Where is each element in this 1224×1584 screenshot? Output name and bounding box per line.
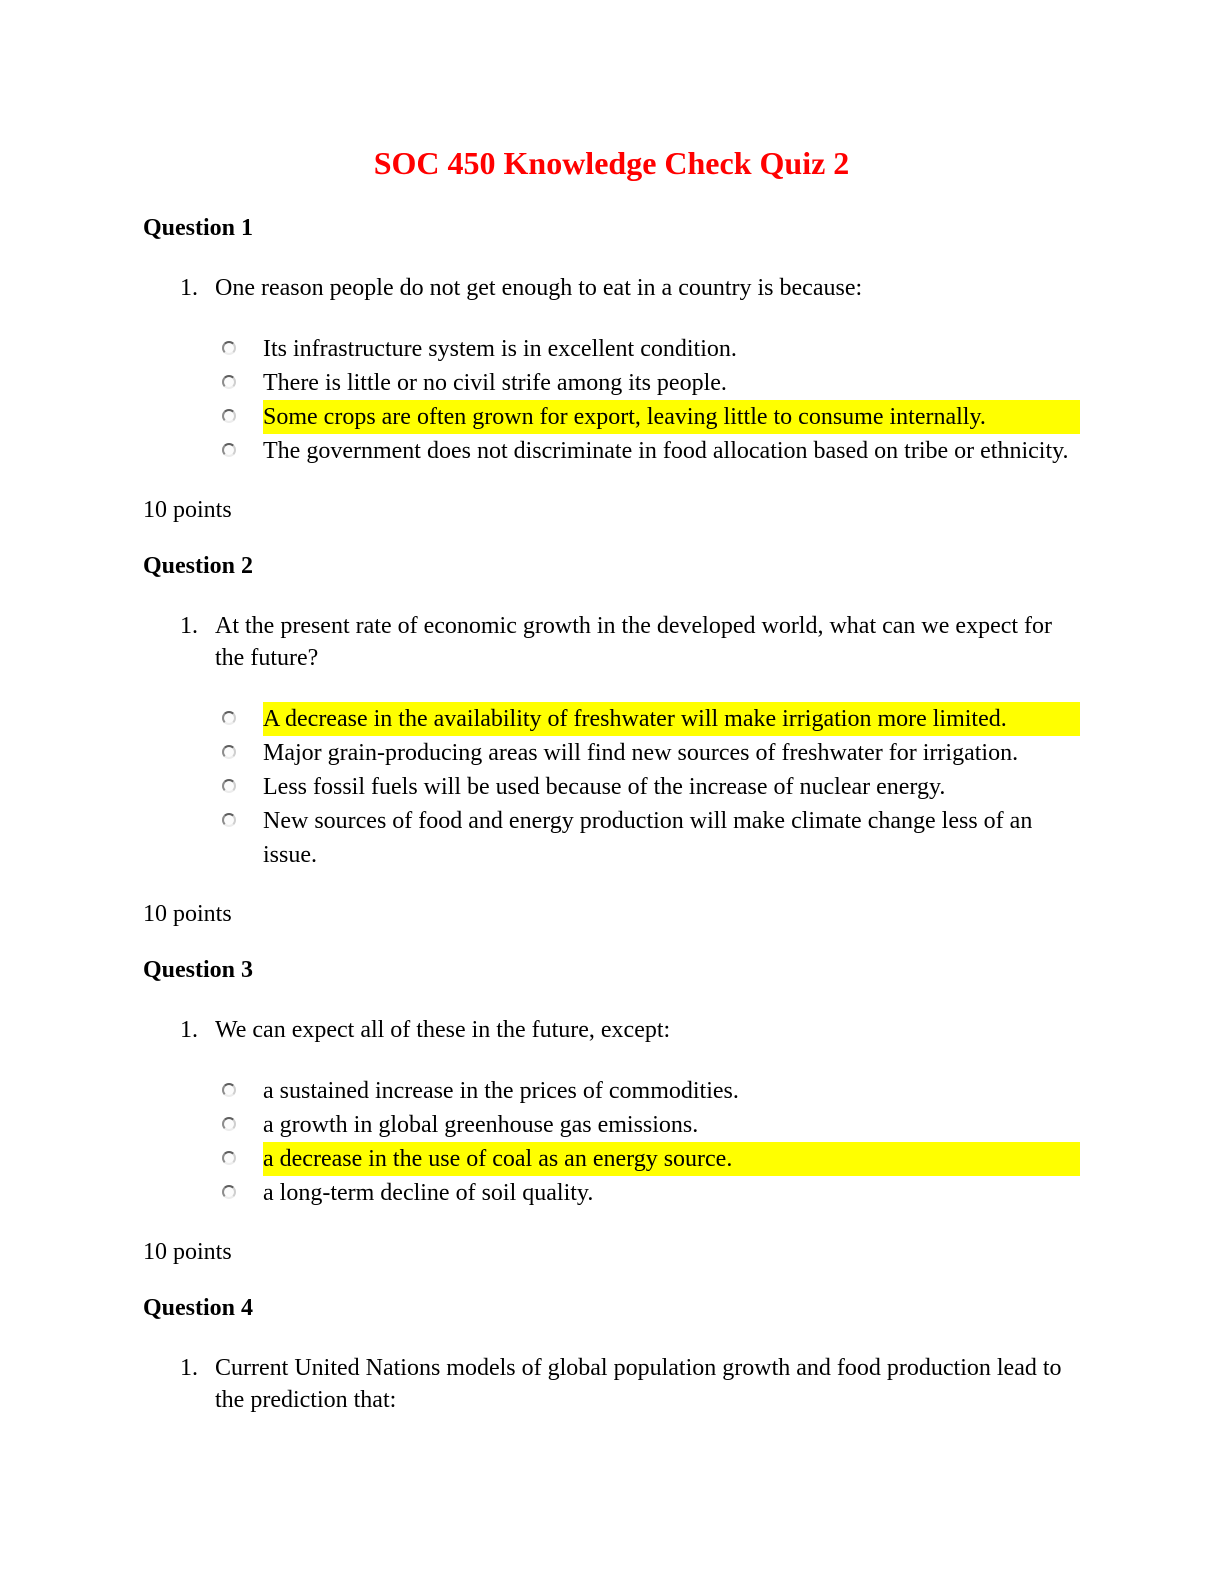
question-3-option-3	[222, 1142, 1080, 1176]
radio-q2-opt1[interactable]	[222, 711, 236, 725]
question-3-options	[143, 1074, 1080, 1210]
question-1-heading: Question 1	[143, 215, 254, 241]
radio-q1-opt4[interactable]	[222, 443, 236, 457]
question-3-option-1	[222, 1074, 1080, 1108]
question-2-options	[143, 702, 1080, 872]
question-1-points-label: 10 points	[143, 497, 232, 523]
radio-q1-opt2[interactable]	[222, 375, 236, 389]
question-2-option-3	[222, 770, 1080, 804]
radio-q3-opt1[interactable]	[222, 1083, 236, 1097]
question-3-heading: Question 3	[143, 957, 254, 983]
question-1-option-4	[222, 434, 1080, 468]
question-1-option-3	[222, 400, 1080, 434]
question-2-option-2	[222, 736, 1080, 770]
question-4-prompt	[143, 1352, 1080, 1416]
radio-q1-opt3[interactable]	[222, 409, 236, 423]
question-2-prompt	[143, 610, 1080, 674]
question-2-option-3-label: Less fossil fuels will be used because of the increase of nuclear energy.	[263, 774, 946, 800]
question-2-list-number: 1.	[180, 613, 198, 639]
question-4-section	[143, 1294, 1080, 1416]
question-2-section	[143, 552, 1080, 930]
question-4-list-number: 1.	[180, 1355, 198, 1381]
question-3-points-label: 10 points	[143, 1239, 232, 1265]
radio-q3-opt4[interactable]	[222, 1185, 236, 1199]
question-2-heading: Question 2	[143, 553, 254, 579]
question-3-option-3-label: a decrease in the use of coal as an energy source.	[263, 1142, 1080, 1176]
question-3-prompt-text: We can expect all of these in the future, except:	[215, 1017, 671, 1043]
question-2-option-1-label: A decrease in the availability of freshwater will make irrigation more limited.	[263, 702, 1080, 736]
question-3-list-number: 1.	[180, 1017, 198, 1043]
question-3-option-4	[222, 1176, 1080, 1210]
question-4-prompt-text: Current United Nations models of global population growth and food production lead to the prediction that:	[215, 1355, 1062, 1413]
question-2-option-4	[222, 804, 1080, 872]
question-2-option-4-label: New sources of food and energy production will make climate change less of an issue.	[263, 808, 1033, 868]
question-1-prompt-text: One reason people do not get enough to eat in a country is because:	[215, 275, 863, 301]
question-1-option-1-label: Its infrastructure system is in excellent condition.	[263, 336, 737, 362]
question-1-option-1	[222, 332, 1080, 366]
question-3-section	[143, 956, 1080, 1268]
question-3-option-2	[222, 1108, 1080, 1142]
question-1-option-2-label: There is little or no civil strife among its people.	[263, 370, 727, 396]
question-1-option-3-label: Some crops are often grown for export, leaving little to consume internally.	[263, 400, 1080, 434]
radio-q1-opt1[interactable]	[222, 341, 236, 355]
radio-q2-opt3[interactable]	[222, 779, 236, 793]
question-1-options	[143, 332, 1080, 468]
radio-q3-opt2[interactable]	[222, 1117, 236, 1131]
question-1-list-number: 1.	[180, 275, 198, 301]
question-2-prompt-text: At the present rate of economic growth in the developed world, what can we expect for the future?	[215, 613, 1053, 671]
radio-q2-opt2[interactable]	[222, 745, 236, 759]
radio-q3-opt3[interactable]	[222, 1151, 236, 1165]
question-1-option-4-label: The government does not discriminate in food allocation based on tribe or ethnicity.	[263, 438, 1069, 464]
question-1-section	[143, 214, 1080, 526]
question-3-option-4-label: a long-term decline of soil quality.	[263, 1180, 594, 1206]
question-2-option-1	[222, 702, 1080, 736]
page-title: SOC 450 Knowledge Check Quiz 2	[373, 145, 850, 181]
question-3-option-1-label: a sustained increase in the prices of commodities.	[263, 1078, 739, 1104]
question-2-points-label: 10 points	[143, 901, 232, 927]
question-3-option-2-label: a growth in global greenhouse gas emissions.	[263, 1112, 699, 1138]
radio-q2-opt4[interactable]	[222, 813, 236, 827]
question-3-prompt	[143, 1014, 1080, 1046]
question-1-option-2	[222, 366, 1080, 400]
question-1-prompt	[143, 272, 1080, 304]
question-4-heading: Question 4	[143, 1295, 254, 1321]
question-2-option-2-label: Major grain-producing areas will find new sources of freshwater for irrigation.	[263, 740, 1019, 766]
